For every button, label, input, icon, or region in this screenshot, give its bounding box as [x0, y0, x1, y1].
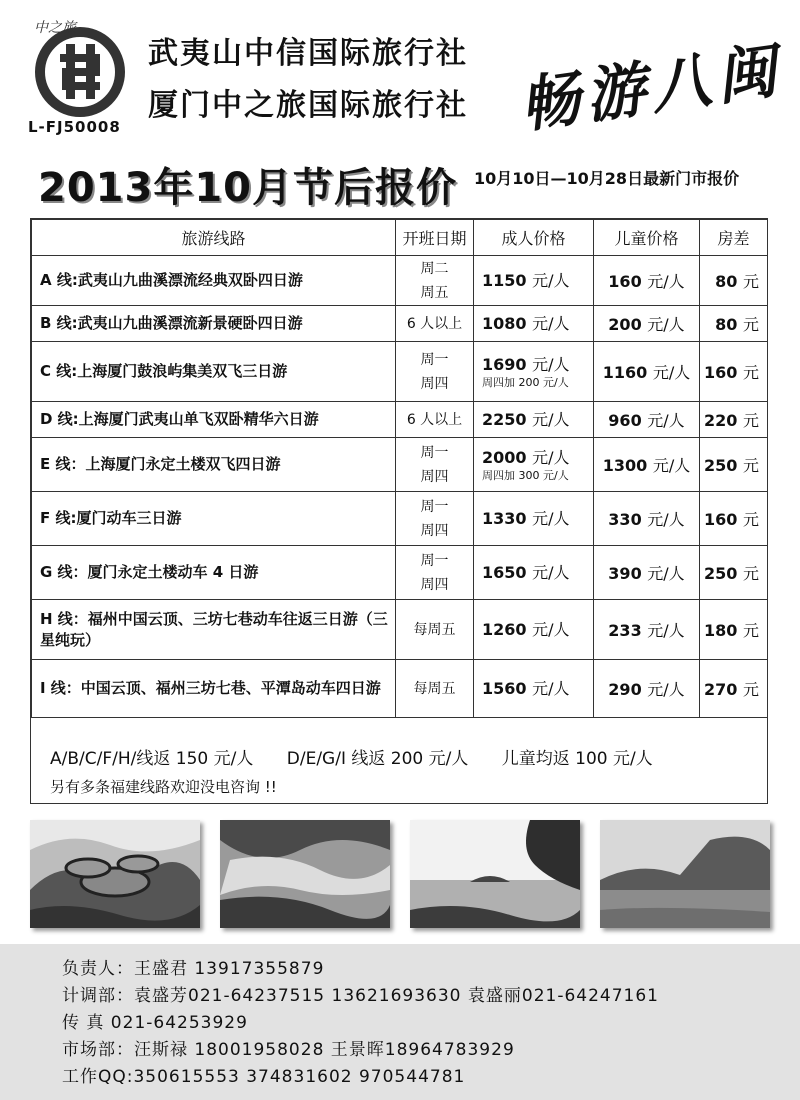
schedule-line: 每周五 — [413, 680, 456, 697]
adult-price-cell — [474, 342, 594, 402]
child-price-value: 330 — [608, 510, 642, 529]
schedule-line: 周四 — [420, 375, 449, 392]
table-row — [32, 342, 768, 402]
table-row — [32, 600, 768, 660]
child-price-unit: 元/人 — [647, 272, 685, 291]
route-name: B 线:武夷山九曲溪漂流新景硬卧四日游 — [32, 306, 396, 342]
photo-coast — [410, 820, 580, 928]
room-diff-unit: 元 — [742, 363, 759, 382]
slogan: 畅游八闽 — [515, 35, 787, 142]
adult-price-unit: 元/人 — [532, 409, 570, 429]
table-row — [32, 546, 768, 600]
route-name: E 线：上海厦门永定土楼双飞四日游 — [32, 438, 396, 492]
contact-fax: 传 真 021-64253929 — [62, 1013, 248, 1033]
rebate-1: A/B/C/F/H/线返 150 元/人 — [50, 749, 254, 769]
logo-icon — [30, 14, 130, 119]
room-diff-value: 80 — [715, 315, 738, 334]
adult-price-cell — [474, 600, 594, 660]
schedule-cell — [396, 402, 474, 438]
route-name: H 线：福州中国云顶、三坊七巷动车往返三日游（三星纯玩） — [32, 600, 396, 660]
date-range: 10月10日—10月28日最新门市报价 — [474, 169, 740, 188]
contact-footer — [0, 944, 800, 1100]
child-price-unit: 元/人 — [647, 680, 685, 699]
room-diff-cell — [700, 600, 768, 660]
route-name: F 线:厦门动车三日游 — [32, 492, 396, 546]
room-diff-value: 160 — [704, 510, 738, 529]
price-table-grid — [31, 219, 768, 718]
room-diff-value: 270 — [704, 680, 738, 699]
schedule-line: 周五 — [420, 284, 449, 301]
col-header-route: 旅游线路 — [32, 220, 396, 256]
rebate-3: 儿童均返 100 元/人 — [501, 749, 653, 769]
table-header-row — [32, 220, 768, 256]
agency-logo — [30, 14, 130, 129]
photo-tulou — [30, 820, 200, 928]
schedule-line: 周四 — [420, 522, 449, 539]
schedule-cell — [396, 600, 474, 660]
child-price-value: 1300 — [602, 456, 648, 475]
route-name: C 线:上海厦门鼓浪屿集美双飞三日游 — [32, 342, 396, 402]
schedule-cell — [396, 546, 474, 600]
room-diff-value: 250 — [704, 456, 738, 475]
schedule-line: 6 人以上 — [406, 315, 463, 332]
child-price-value: 390 — [608, 564, 642, 583]
photo-cliffs — [600, 820, 770, 928]
adult-price-cell — [474, 402, 594, 438]
child-price-cell — [594, 492, 700, 546]
room-diff-unit: 元 — [742, 564, 759, 583]
header — [0, 0, 800, 150]
room-diff-value: 220 — [704, 411, 738, 430]
child-price-unit: 元/人 — [652, 456, 691, 475]
schedule-line: 周二 — [420, 260, 449, 277]
child-price-cell — [594, 600, 700, 660]
child-price-unit: 元/人 — [647, 621, 685, 640]
child-price-cell — [594, 546, 700, 600]
child-price-value: 160 — [608, 272, 642, 291]
schedule-cell — [396, 492, 474, 546]
schedule-cell — [396, 342, 474, 402]
adult-price-unit: 元/人 — [532, 313, 570, 333]
table-row — [32, 660, 768, 718]
adult-price-value: 1260 — [482, 619, 527, 639]
contact-planning: 计调部：袁盛芳021-64237515 13621693630 袁盛丽021-64247161 — [62, 986, 660, 1006]
route-name: G 线：厦门永定土楼动车 4 日游 — [32, 546, 396, 600]
child-price-cell — [594, 342, 700, 402]
room-diff-value: 180 — [704, 621, 738, 640]
adult-price-value: 1650 — [482, 562, 527, 582]
room-diff-unit: 元 — [742, 510, 759, 529]
contact-marketing: 市场部：汪斯禄 18001958028 王景晖18964783929 — [62, 1040, 515, 1060]
child-price-cell — [594, 438, 700, 492]
adult-price-unit: 元/人 — [532, 270, 570, 290]
license-number: L-FJ50008 — [28, 118, 121, 136]
col-header-room: 房差 — [700, 220, 768, 256]
col-header-child: 儿童价格 — [594, 220, 700, 256]
adult-price-note: 周四加 200 元/人 — [482, 375, 569, 389]
child-price-unit: 元/人 — [647, 564, 685, 583]
adult-price-unit: 元/人 — [532, 619, 570, 639]
adult-price-value: 2250 — [482, 409, 527, 429]
child-price-unit: 元/人 — [647, 510, 685, 529]
adult-price-value: 1080 — [482, 313, 527, 333]
room-diff-unit: 元 — [742, 456, 759, 475]
contact-qq: 工作QQ:350615553 374831602 970544781 — [62, 1067, 466, 1087]
adult-price-cell — [474, 546, 594, 600]
child-price-unit: 元/人 — [647, 411, 685, 430]
child-price-unit: 元/人 — [647, 315, 685, 334]
photo-strip — [30, 820, 770, 928]
adult-price-value: 1150 — [482, 270, 527, 290]
child-price-value: 290 — [608, 680, 642, 699]
adult-price-cell — [474, 256, 594, 306]
child-price-cell — [594, 256, 700, 306]
col-header-adult: 成人价格 — [474, 220, 594, 256]
schedule-line: 周一 — [420, 444, 449, 461]
col-header-schedule: 开班日期 — [396, 220, 474, 256]
route-name: I 线：中国云顶、福州三坊七巷、平潭岛动车四日游 — [32, 660, 396, 718]
adult-price-unit: 元/人 — [532, 354, 570, 374]
room-diff-cell — [700, 546, 768, 600]
rebate-info — [50, 744, 770, 769]
table-row — [32, 492, 768, 546]
room-diff-unit: 元 — [742, 272, 759, 291]
schedule-line: 周一 — [420, 552, 449, 569]
title-row — [0, 150, 800, 212]
adult-price-value: 1330 — [482, 508, 527, 528]
schedule-line: 周一 — [420, 351, 449, 368]
child-price-value: 233 — [608, 621, 642, 640]
room-diff-cell — [700, 660, 768, 718]
logo-text: 中之旅 — [34, 20, 76, 36]
route-name: A 线:武夷山九曲溪漂流经典双卧四日游 — [32, 256, 396, 306]
photo-river — [220, 820, 390, 928]
child-price-value: 200 — [608, 315, 642, 334]
room-diff-unit: 元 — [742, 411, 759, 430]
route-name: D 线:上海厦门武夷山单飞双卧精华六日游 — [32, 402, 396, 438]
adult-price-unit: 元/人 — [532, 678, 570, 698]
table-row — [32, 306, 768, 342]
rebate-2: D/E/G/I 线返 200 元/人 — [286, 749, 469, 769]
adult-price-unit: 元/人 — [532, 562, 570, 582]
schedule-line: 周四 — [420, 576, 449, 593]
child-price-cell — [594, 402, 700, 438]
room-diff-cell — [700, 256, 768, 306]
table-row — [32, 256, 768, 306]
child-price-value: 960 — [608, 411, 642, 430]
agency-name-2: 厦门中之旅国际旅行社 — [148, 88, 468, 123]
adult-price-cell — [474, 660, 594, 718]
page-title: 2013年10月节后报价 — [38, 165, 457, 211]
room-diff-value: 250 — [704, 564, 738, 583]
adult-price-cell — [474, 438, 594, 492]
consult-note: 另有多条福建线路欢迎没电咨询 !! — [50, 778, 277, 796]
schedule-line: 周一 — [420, 498, 449, 515]
child-price-value: 1160 — [602, 363, 648, 382]
adult-price-note: 周四加 300 元/人 — [482, 468, 569, 482]
room-diff-value: 80 — [715, 272, 738, 291]
adult-price-cell — [474, 306, 594, 342]
schedule-cell — [396, 256, 474, 306]
room-diff-unit: 元 — [742, 680, 759, 699]
adult-price-value: 1690 — [482, 354, 527, 374]
adult-price-cell — [474, 492, 594, 546]
adult-price-value: 1560 — [482, 678, 527, 698]
room-diff-cell — [700, 342, 768, 402]
schedule-cell — [396, 438, 474, 492]
child-price-cell — [594, 660, 700, 718]
table-row — [32, 438, 768, 492]
room-diff-cell — [700, 402, 768, 438]
room-diff-value: 160 — [704, 363, 738, 382]
price-table — [30, 218, 768, 804]
adult-price-value: 2000 — [482, 447, 527, 467]
table-body — [32, 256, 768, 718]
schedule-line: 6 人以上 — [406, 411, 463, 428]
child-price-unit: 元/人 — [652, 363, 691, 382]
schedule-line: 每周五 — [413, 621, 456, 638]
schedule-line: 周四 — [420, 468, 449, 485]
adult-price-unit: 元/人 — [532, 508, 570, 528]
room-diff-cell — [700, 306, 768, 342]
schedule-cell — [396, 660, 474, 718]
adult-price-unit: 元/人 — [532, 447, 570, 467]
room-diff-cell — [700, 492, 768, 546]
schedule-cell — [396, 306, 474, 342]
table-row — [32, 402, 768, 438]
room-diff-unit: 元 — [742, 621, 759, 640]
agency-name-1: 武夷山中信国际旅行社 — [148, 36, 468, 71]
room-diff-cell — [700, 438, 768, 492]
room-diff-unit: 元 — [742, 315, 759, 334]
contact-manager: 负责人：王盛君 13917355879 — [62, 959, 325, 979]
child-price-cell — [594, 306, 700, 342]
